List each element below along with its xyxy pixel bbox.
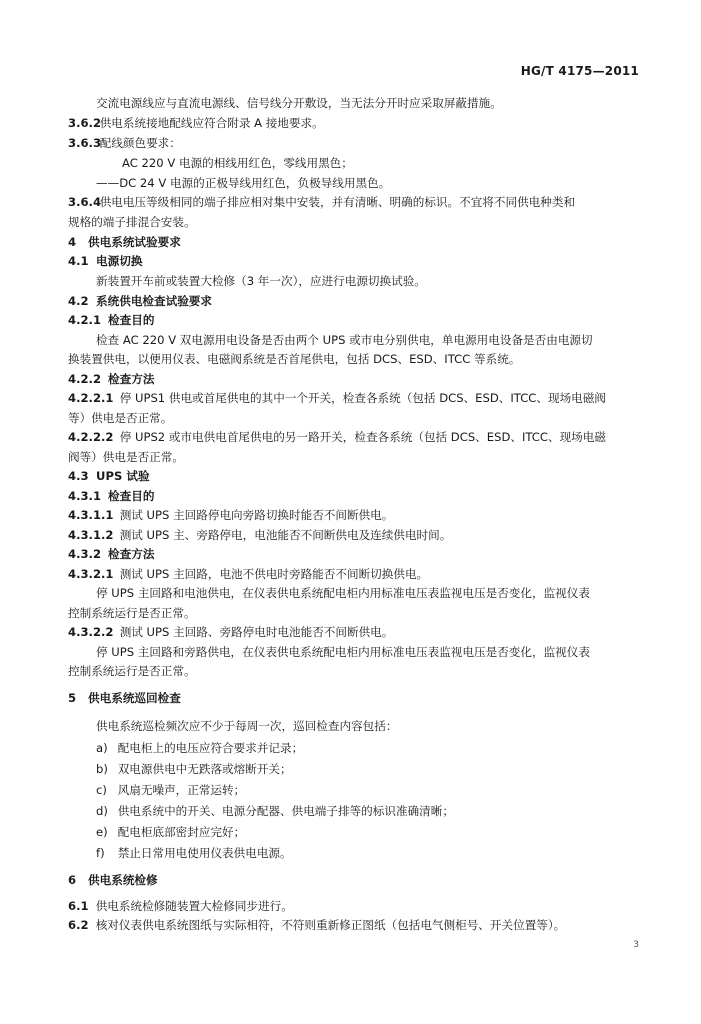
clause-4-2-2-heading: 4.2.2 检查方法 [68, 372, 155, 386]
text-line: 供电系统巡检频次应不少于每周一次，巡回检查内容包括： [96, 719, 398, 733]
text-line: 检查 AC 220 V 双电源用电设备是否由两个 UPS 或市电分别供电，单电源用电设备是否由电源切 [96, 333, 593, 347]
text-line: 停 UPS 主回路和旁路供电，在仪表供电系统配电柜内用标准电压表监视电压是否变化，监视仪表 [96, 645, 590, 659]
text-line: 停 UPS 主回路和电池供电，在仪表供电系统配电柜内用标准电压表监视电压是否变化，监视仪表 [96, 586, 590, 600]
clause-4-3-2-heading: 4.3.2 检查方法 [68, 547, 155, 561]
section-5-heading: 5 供电系统巡回检查 [68, 691, 181, 705]
list-item-c: c) 风扇无噪声，正常运转； [96, 783, 246, 797]
clause-4-3-1-1: 4.3.1.1 测试 UPS 主回路停电向旁路切换时能否不间断供电。 [68, 508, 394, 522]
clause-4-2-2-1: 4.2.2.1 停 UPS1 供电或首尾供电的其中一个开关，检查各系统（包括 DCS、ESD、ITCC、现场电磁阀 [68, 391, 606, 405]
clause-3-6-2: 3.6.2 供电系统接地配线应符合附录 A 接地要求。 [68, 116, 324, 130]
text-line: 等）供电是否正常。 [68, 411, 173, 425]
clause-4-2-1-heading: 4.2.1 检查目的 [68, 313, 155, 327]
clause-3-6-4: 3.6.4 供电电压等级相同的端子排应相对集中安装，并有清晰、明确的标识。不宜将不同供电种类和 [68, 195, 576, 209]
text-line: 交流电源线应与直流电源线、信号线分开敷设，当无法分开时应采取屏蔽措施。 [96, 96, 502, 110]
section-6-heading: 6 供电系统检修 [68, 873, 158, 887]
page-number: 3 [633, 940, 639, 950]
list-item: ——DC 24 V 电源的正极导线用红色，负极导线用黑色。 [96, 176, 391, 190]
standard-number-header: HG/T 4175—2011 [520, 64, 639, 78]
clause-3-6-3: 3.6.3 配线颜色要求： [68, 136, 181, 150]
text-line: 控制系统运行是否正常。 [68, 606, 196, 620]
clause-4-2-heading: 4.2 系统供电检查试验要求 [68, 294, 212, 308]
section-4-heading: 4 供电系统试验要求 [68, 235, 181, 249]
list-item: AC 220 V 电源的相线用红色，零线用黑色； [122, 156, 353, 170]
clause-4-3-2-2: 4.3.2.2 测试 UPS 主回路、旁路停电时电池能否不间断供电。 [68, 625, 394, 639]
clause-4-3-1-heading: 4.3.1 检查目的 [68, 489, 155, 503]
list-item-f: f) 禁止日常用电使用仪表供电电源。 [96, 846, 292, 860]
list-item-e: e) 配电柜底部密封应完好； [96, 825, 246, 839]
text-line: 控制系统运行是否正常。 [68, 664, 196, 678]
text-line: 规格的端子排混合安装。 [68, 215, 196, 229]
list-item-a: a) 配电柜上的电压应符合要求并记录； [96, 741, 304, 755]
clause-4-3-heading: 4.3 UPS 试验 [68, 469, 150, 483]
clause-6-2: 6.2 核对仪表供电系统图纸与实际相符，不符则重新修正图纸（包括电气侧柜号、开关位置等）。 [68, 918, 566, 932]
clause-6-1: 6.1 供电系统检修随装置大检修同步进行。 [68, 899, 293, 913]
clause-4-3-2-1: 4.3.2.1 测试 UPS 主回路，电池不供电时旁路能否不间断切换供电。 [68, 567, 429, 581]
text-line: 阀等）供电是否正常。 [68, 450, 184, 464]
clause-4-1-heading: 4.1 电源切换 [68, 254, 143, 268]
list-item-d: d) 供电系统中的开关、电源分配器、供电端子排等的标识准确清晰； [96, 804, 454, 818]
list-item-b: b) 双电源供电中无跌落或熔断开关； [96, 762, 292, 776]
clause-4-2-2-2: 4.2.2.2 停 UPS2 或市电供电首尾供电的另一路开关，检查各系统（包括 DCS、ESD、ITCC、现场电磁 [68, 430, 606, 444]
clause-4-3-1-2: 4.3.1.2 测试 UPS 主、旁路停电，电池能否不间断供电及连续供电时间。 [68, 528, 452, 542]
text-line: 换装置供电，以便用仪表、电磁阀系统是否首尾供电，包括 DCS、ESD、ITCC 等系统。 [68, 352, 521, 366]
text-line: 新装置开车前或装置大检修（3 年一次），应进行电源切换试验。 [96, 274, 426, 288]
